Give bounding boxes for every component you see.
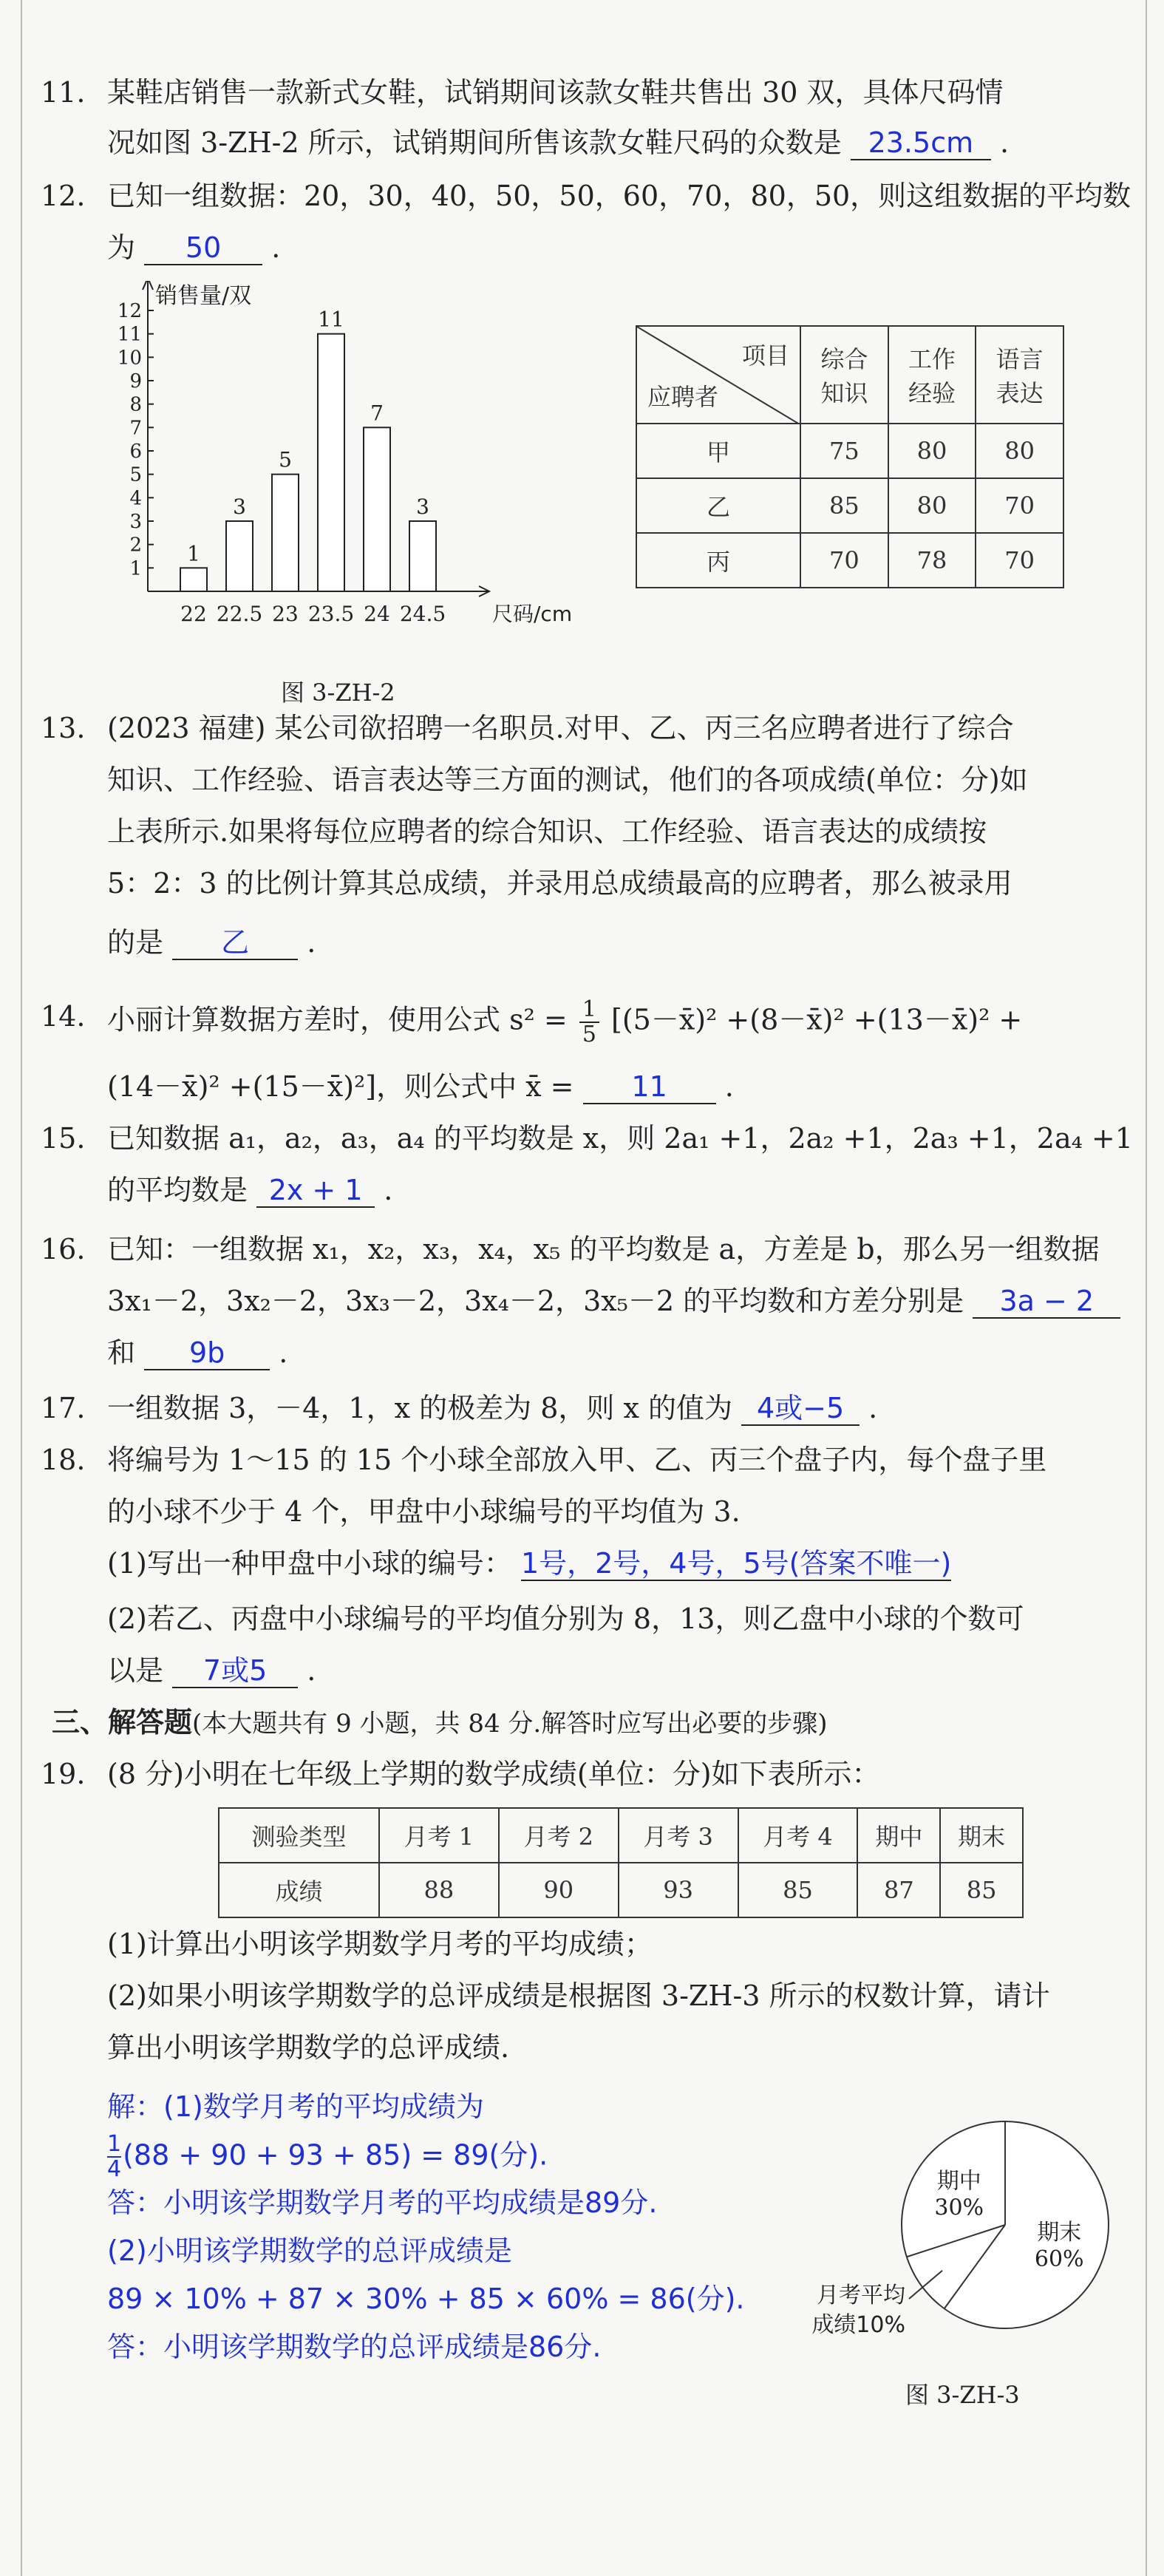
q13-line4: 5：2：3 的比例计算其总成绩，并录用总成绩最高的应聘者，那么被录用 bbox=[107, 867, 1012, 900]
bar bbox=[364, 427, 390, 591]
bar-value-label: 11 bbox=[318, 307, 344, 332]
q19-solution-line6: 答：小明该学期数学的总评成绩是86分. bbox=[107, 2331, 602, 2363]
table-header-row: 测验类型 月考 1 月考 2 月考 3 月考 4 期中 期末 bbox=[219, 1808, 1023, 1863]
q17-line1: 一组数据 3，－4，1，x 的极差为 8，则 x 的值为 4或−5 . bbox=[107, 1392, 878, 1424]
q13-line1: (2023 福建) 某公司欲招聘一名职员.对甲、乙、丙三名应聘者进行了综合 bbox=[107, 712, 1014, 744]
pie-slice-label: 期末 bbox=[1037, 2219, 1082, 2246]
q13-number: 13. bbox=[41, 712, 86, 744]
q19-line1: (8 分)小明在七年级上学期的数学成绩(单位：分)如下表所示： bbox=[107, 1758, 880, 1790]
q18-line5: 以是 7或5 . bbox=[107, 1654, 316, 1687]
x-axis-label: 尺码/cm bbox=[492, 602, 573, 626]
y-tick-label: 11 bbox=[117, 323, 142, 346]
x-tick-label: 22 bbox=[180, 602, 207, 626]
pie-slice-label-2: 成绩10% bbox=[811, 2312, 905, 2338]
bar bbox=[409, 521, 436, 591]
q19-part2-line2: 算出小明该学期数学的总评成绩. bbox=[107, 2031, 510, 2064]
x-tick-label: 24 bbox=[364, 602, 390, 626]
y-tick-label: 12 bbox=[117, 300, 142, 322]
x-tick-label: 22.5 bbox=[216, 602, 263, 626]
q16-answer-mean: 3a − 2 bbox=[973, 1285, 1120, 1319]
q17-answer: 4或−5 bbox=[741, 1392, 860, 1426]
left-margin-line bbox=[21, 0, 22, 2576]
x-tick-label: 24.5 bbox=[399, 602, 446, 626]
corner-label-top: 项目 bbox=[741, 341, 789, 370]
bar bbox=[272, 475, 299, 591]
q11-number: 11. bbox=[41, 76, 86, 109]
y-tick-label: 2 bbox=[129, 534, 142, 557]
q15-line2: 的平均数是 2x + 1 . bbox=[107, 1174, 393, 1206]
q13-line2: 知识、工作经验、语言表达等三方面的测试，他们的各项成绩(单位：分)如 bbox=[107, 764, 1028, 796]
q14-line2: (14－x̄)² +(15－x̄)²]，则公式中 x̄ = 11 . bbox=[107, 1070, 734, 1103]
q19-part2-line1: (2)如果小明该学期数学的总评成绩是根据图 3-ZH-3 所示的权数计算，请计 bbox=[107, 1979, 1050, 2012]
y-axis-label: 销售量/双 bbox=[155, 283, 252, 309]
pie-caption: 图 3-ZH-3 bbox=[905, 2381, 1020, 2409]
chart-caption: 图 3-ZH-2 bbox=[281, 679, 395, 707]
bar-value-label: 7 bbox=[370, 401, 384, 426]
q15-answer: 2x + 1 bbox=[256, 1174, 375, 1208]
q14-answer: 11 bbox=[583, 1070, 716, 1104]
y-tick-label: 10 bbox=[117, 347, 142, 370]
header-cell: 综合 知识 bbox=[800, 326, 888, 424]
q15-line1: 已知数据 a₁，a₂，a₃，a₄ 的平均数是 x，则 2a₁ +1，2a₂ +1，2a₃ +1，2a₄ +1 bbox=[107, 1122, 1133, 1155]
table-corner-cell bbox=[636, 326, 800, 424]
q19-solution-line2: $\frac{1}{4}$ (88 + 90 + 93 + 85) = 89(分). bbox=[107, 2131, 548, 2182]
q14-fraction: $\frac{1}{5}$ bbox=[579, 998, 599, 1047]
y-tick-label: 8 bbox=[129, 393, 142, 416]
header-cell: 工作 经验 bbox=[888, 326, 976, 424]
q18-answer-2: 7或5 bbox=[172, 1654, 298, 1688]
q18-line3: (1)写出一种甲盘中小球的编号： 1号，2号，4号，5号(答案不唯一) bbox=[107, 1547, 952, 1580]
q16-line2: 3x₁－2，3x₂－2，3x₃－2，3x₄－2，3x₅－2 的平均数和方差分别是 3a − 2 bbox=[107, 1282, 1120, 1319]
q14-number: 14. bbox=[41, 1000, 86, 1033]
q19-solution-line5: 89 × 10% + 87 × 30% + 85 × 60% = 86(分). bbox=[107, 2283, 745, 2315]
bar-value-label: 5 bbox=[279, 447, 292, 472]
q18-line1: 将编号为 1～15 的 15 个小球全部放入甲、乙、丙三个盘子内，每个盘子里 bbox=[107, 1444, 1047, 1476]
q16-number: 16. bbox=[41, 1233, 86, 1265]
pie-slice-percent: 60% bbox=[1034, 2246, 1084, 2272]
q13-line3: 上表所示.如果将每位应聘者的综合知识、工作经验、语言表达的成绩按 bbox=[107, 815, 987, 848]
q19-solution-line4: (2)小明该学期数学的总评成绩是 bbox=[107, 2235, 512, 2267]
q16-line3: 和 9b . bbox=[107, 1336, 288, 1369]
right-margin-line bbox=[1146, 0, 1147, 2576]
bar bbox=[226, 521, 253, 591]
x-tick-label: 23.5 bbox=[307, 602, 355, 626]
bar bbox=[318, 334, 344, 591]
q19-number: 19. bbox=[41, 1758, 86, 1790]
table-row: 成绩 88 90 93 85 87 85 bbox=[219, 1863, 1023, 1917]
q16-line1: 已知：一组数据 x₁，x₂，x₃，x₄，x₅ 的平均数是 a，方差是 b，那么另一组数据 bbox=[107, 1233, 1100, 1265]
bar bbox=[180, 568, 207, 591]
header-cell: 语言 表达 bbox=[976, 326, 1063, 424]
q14-line1: 小丽计算数据方差时，使用公式 s² = $\frac{1}{5}$ [(5－x̄)² +(8－x̄)² +(13－x̄)² + bbox=[107, 996, 1023, 1047]
y-tick-label: 1 bbox=[129, 557, 142, 580]
q11-line1: 某鞋店销售一款新式女鞋，试销期间该款女鞋共售出 30 双，具体尺码情 bbox=[107, 76, 1004, 109]
q12-line2: 为 50 . bbox=[107, 231, 281, 264]
x-tick-label: 23 bbox=[272, 602, 299, 626]
q19-part1: (1)计算出小明该学期数学月考的平均成绩； bbox=[107, 1928, 653, 1960]
q16-answer-variance: 9b bbox=[144, 1336, 270, 1370]
pie-slice-label: 月考平均 bbox=[817, 2283, 905, 2308]
pie-slice-percent: 30% bbox=[934, 2195, 984, 2221]
q18-answer-1: 1号，2号，4号，5号(答案不唯一) bbox=[520, 1547, 952, 1580]
q19-solution-line3: 答：小明该学期数学月考的平均成绩是89分. bbox=[107, 2186, 658, 2219]
y-tick-label: 9 bbox=[129, 370, 142, 392]
bar-value-label: 3 bbox=[416, 495, 429, 519]
q18-line4: (2)若乙、丙盘中小球编号的平均值分别为 8，13，则乙盘中小球的个数可 bbox=[107, 1603, 1024, 1635]
y-tick-label: 7 bbox=[129, 417, 142, 440]
y-tick-label: 3 bbox=[129, 511, 142, 533]
applicant-score-table bbox=[636, 325, 1064, 588]
q18-line2: 的小球不少于 4 个，甲盘中小球编号的平均值为 3. bbox=[107, 1495, 741, 1528]
table-row: 甲 75 80 80 bbox=[636, 424, 1063, 478]
pie-chart-weights bbox=[806, 2107, 1146, 2373]
bar-value-label: 1 bbox=[187, 541, 200, 566]
pie-slice-label: 期中 bbox=[936, 2168, 981, 2195]
q11-line2: 况如图 3-ZH-2 所示，试销期间所售该款女鞋尺码的众数是 23.5cm . bbox=[107, 126, 1010, 159]
q11-answer: 23.5cm bbox=[851, 126, 991, 160]
q15-number: 15. bbox=[41, 1122, 86, 1155]
q12-number: 12. bbox=[41, 180, 86, 212]
q13-line5: 的是 乙 . bbox=[107, 926, 316, 959]
y-tick-label: 5 bbox=[129, 463, 142, 486]
bar-chart-shoe-sizes bbox=[89, 281, 606, 665]
table-row: 乙 85 80 70 bbox=[636, 478, 1063, 533]
table-row: 丙 70 78 70 bbox=[636, 533, 1063, 588]
q12-line1: 已知一组数据：20，30，40，50，50，60，70，80，50，则这组数据的平均数 bbox=[107, 180, 1131, 212]
q13-answer: 乙 bbox=[172, 926, 298, 960]
corner-label-bottom: 应聘者 bbox=[647, 383, 719, 411]
y-tick-label: 6 bbox=[129, 441, 142, 463]
q19-solution-line1: 解：(1)数学月考的平均成绩为 bbox=[107, 2090, 484, 2123]
monthly-score-table bbox=[218, 1807, 1024, 1918]
q18-number: 18. bbox=[41, 1444, 86, 1476]
y-tick-label: 4 bbox=[129, 487, 142, 510]
section-3-header: 三、解答题(本大题共有 9 小题，共 84 分.解答时应写出必要的步骤) bbox=[52, 1705, 828, 1739]
q17-number: 17. bbox=[41, 1392, 86, 1424]
q12-answer: 50 bbox=[144, 231, 262, 265]
bar-value-label: 3 bbox=[233, 495, 246, 519]
q19-fraction: $\frac{1}{4}$ bbox=[107, 2131, 122, 2182]
